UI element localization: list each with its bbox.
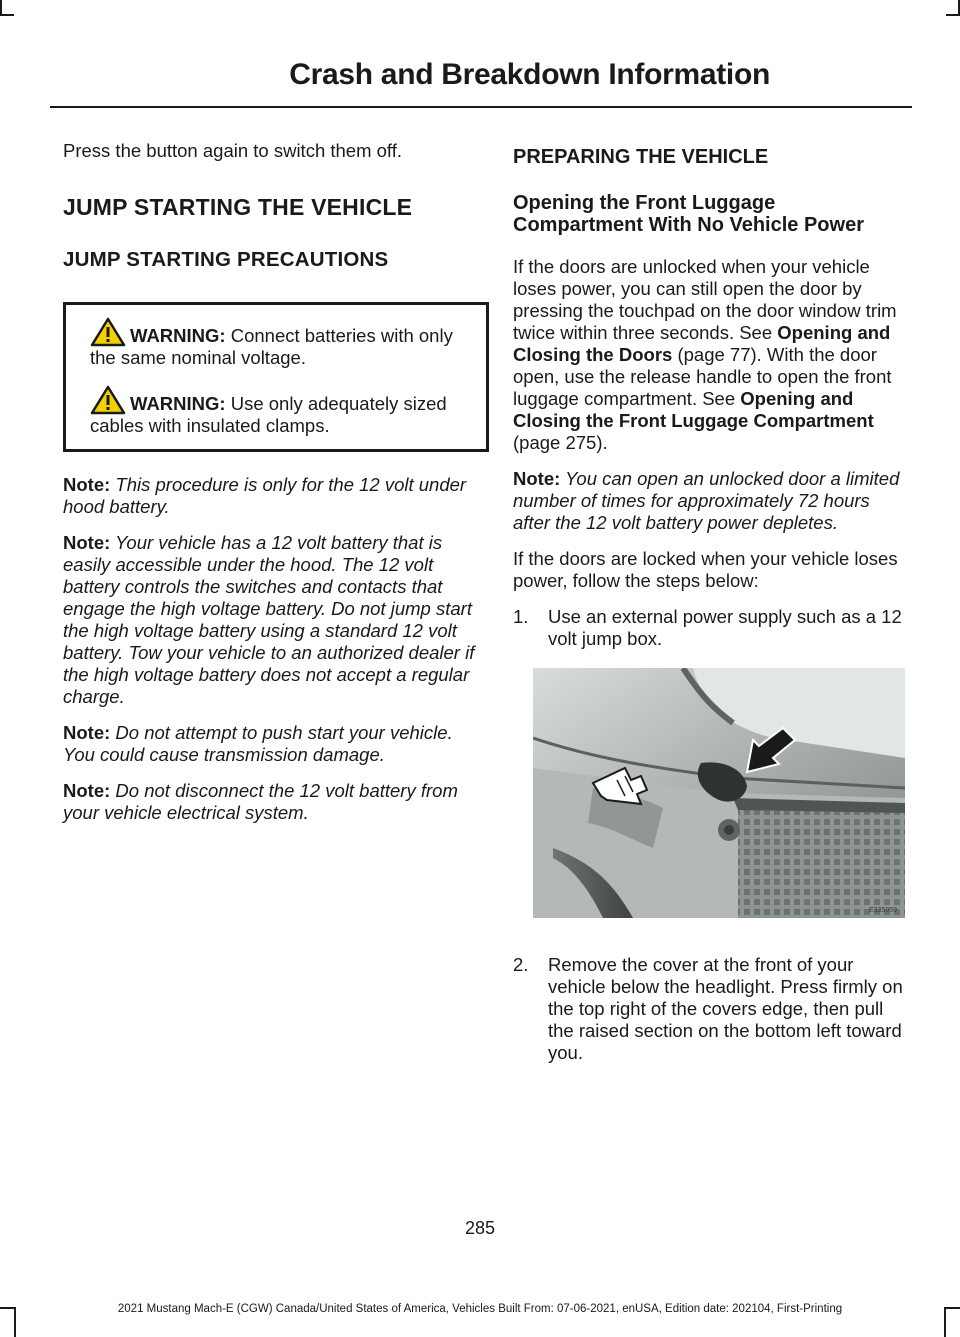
section-title: Crash and Breakdown Information — [289, 58, 770, 91]
warning-label: WARNING: — [130, 393, 226, 414]
crop-mark — [0, 0, 2, 14]
note-label: Note: — [63, 474, 111, 495]
steps-list — [513, 954, 907, 1064]
warning-triangle-icon — [90, 317, 126, 347]
intro-text: Press the button again to switch them off. — [63, 140, 403, 161]
step-number: 1. — [513, 606, 529, 627]
warning-label: WARNING: — [130, 325, 226, 346]
link-opening-closing-doors[interactable]: Opening and Closing the Doors — [513, 322, 891, 365]
heading-front-luggage: Opening the Front Luggage Compartment With No Vehicle Power — [513, 192, 864, 236]
warning-text: Use only adequately sized cables with insulated clamps. — [90, 393, 447, 436]
link-front-luggage-compartment[interactable]: Opening and Closing the Front Luggage Compartment — [513, 388, 874, 431]
front-cover-illustration — [533, 668, 905, 918]
paragraph-text: (page 275). — [513, 432, 608, 453]
paragraph-text: (page 77). With the door open, use the release handle to open the front luggage compartment. See — [513, 344, 892, 409]
footer-edition-info: 2021 Mustang Mach-E (CGW) Canada/United States of America, Vehicles Built From: 07-06-2021, enUSA, Edition date: 202104, First-Printing — [117, 1303, 843, 1315]
note — [63, 780, 489, 824]
step-text: Remove the cover at the front of your vehicle below the headlight. Press firmly on the top right of the covers edge, then pull the raised section on the bottom left toward you. — [548, 954, 903, 1063]
crop-mark — [0, 14, 14, 16]
heading-preparing: PREPARING THE VEHICLE — [513, 146, 769, 168]
left-column — [63, 140, 489, 838]
note — [513, 468, 907, 534]
crop-mark — [946, 14, 960, 16]
step-text: Use an external power supply such as a 12 volt jump box. — [548, 606, 902, 649]
note-label: Note: — [63, 722, 111, 743]
warning-item — [90, 317, 476, 369]
heading-precautions: JUMP STARTING PRECAUTIONS — [63, 248, 389, 271]
list-item — [513, 954, 907, 1064]
step-number: 2. — [513, 954, 529, 975]
paragraph-locked: If the doors are locked when your vehicle loses power, follow the steps below: — [513, 548, 898, 591]
right-column — [513, 140, 907, 1064]
note-text: You can open an unlocked door a limited number of times for approximately 72 hours after the 12 volt battery power depletes. — [513, 468, 900, 533]
page-number: 285 — [464, 1218, 496, 1238]
heading-jump-starting: JUMP STARTING THE VEHICLE — [63, 194, 413, 220]
warning-text: Connect batteries with only the same nominal voltage. — [90, 325, 453, 368]
warning-box — [63, 302, 489, 452]
note-text: Do not disconnect the 12 volt battery from your vehicle electrical system. — [63, 780, 458, 823]
note-text: Do not attempt to push start your vehicle. You could cause transmission damage. — [63, 722, 453, 765]
paragraph-text: If the doors are unlocked when your vehicle loses power, you can still open the door by pressing the touchpad on the door window trim twice within three seconds. See — [513, 256, 897, 343]
warning-item — [90, 385, 476, 437]
note — [63, 532, 489, 708]
paragraph-unlocked — [513, 256, 907, 454]
steps-list — [513, 606, 907, 650]
note-label: Note: — [63, 532, 111, 553]
note-text: This procedure is only for the 12 volt under hood battery. — [63, 474, 467, 517]
note-text: Your vehicle has a 12 volt battery that is easily accessible under the hood. The 12 volt battery controls the switches and contacts that engage the high voltage battery. Do not jump start the high voltage battery using a standard 12 volt battery. Tow your vehicle to an authorized dealer if the high voltage battery does not accept a regular charge. — [63, 532, 475, 707]
figure-code: E335059 — [868, 907, 897, 914]
warning-triangle-icon — [90, 385, 126, 415]
header-rule — [50, 106, 912, 108]
note-label: Note: — [63, 780, 111, 801]
note-label: Note: — [513, 468, 561, 489]
note — [63, 474, 489, 518]
list-item — [513, 606, 907, 650]
note — [63, 722, 489, 766]
